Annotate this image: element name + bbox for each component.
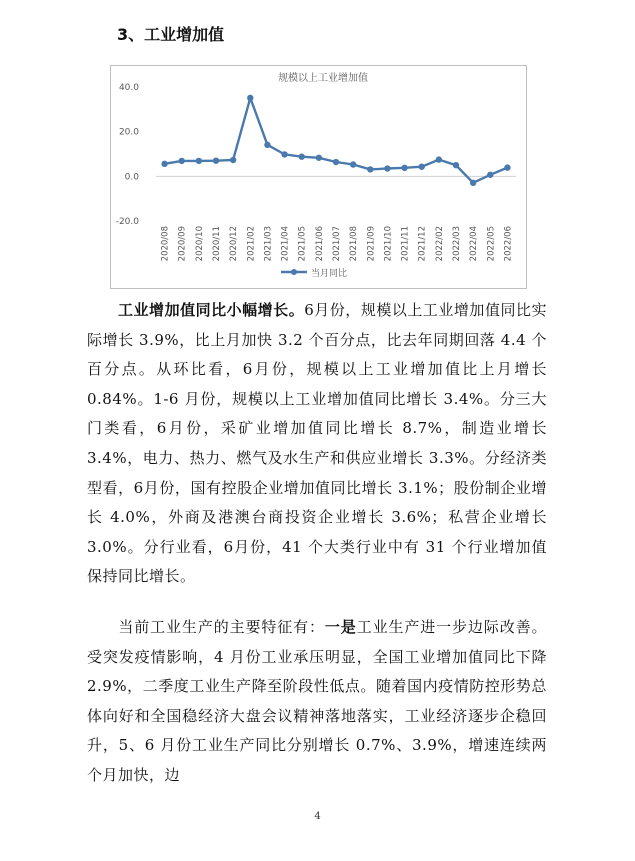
x-tick-label: 2022/06 bbox=[503, 226, 514, 262]
x-tick-label: 2020/09 bbox=[177, 226, 188, 262]
x-tick-label: 2021/04 bbox=[280, 226, 291, 262]
data-point bbox=[161, 161, 167, 167]
x-tick-label: 2021/11 bbox=[400, 226, 411, 262]
x-tick-label: 2020/10 bbox=[194, 226, 205, 262]
paragraph1-lead: 工业增加值同比小幅增长。 bbox=[118, 301, 305, 319]
data-point bbox=[419, 164, 425, 170]
series-line-dangyue-tongbi bbox=[165, 98, 508, 183]
data-point bbox=[384, 165, 390, 171]
paragraph1-body: 6月份，规模以上工业增加值同比实际增长 3.9%，比上月加快 3.2 个百分点，比去年同期回落 4.4 个百分点。从环比看，6月份，规模以上工业增加值比上月增长 0.84%。1-6 月份，规模以上工业增加值同比增长 3.4%。分三大门类看，6月份，采矿业增加值同比增长 8.7%，制造业增长 3.4%，电力、热力、燃气及水生产和供应业增长 3.3%。分经济类型看，6月份，国有控股企业增加值同比增长 3.1%；股份制企业增长 4.0%，外商及港澳台商投资企业增长 3.6%；私营企业增长 3.0%。分行业看，6月份，41 个大类行业中有 31 个行业增加值保持同比增长。 bbox=[87, 301, 547, 586]
data-point bbox=[299, 153, 305, 159]
paragraph2-body: 工业生产进一步边际改善。受突发疫情影响，4 月份工业承压明显，全国工业增加值同比下降 2.9%，二季度工业生产降至阶段性低点。随着国内疫情防控形势总体向好和全国稳经济大盘会议精神落地落实，工业经济逐步企稳回升，5、6 月份工业生产同比分别增长 0.7%、3.9%，增速连续两个月加快，边 bbox=[87, 618, 547, 784]
data-point bbox=[316, 155, 322, 161]
x-tick-label: 2021/03 bbox=[263, 226, 274, 262]
x-tick-label: 2021/09 bbox=[366, 226, 377, 262]
line-chart-svg bbox=[111, 66, 526, 288]
data-point bbox=[179, 158, 185, 164]
chart-title: 规模以上工业增加值 bbox=[278, 73, 368, 84]
data-point bbox=[281, 151, 287, 157]
section-heading: 3、工业增加值 bbox=[117, 25, 225, 44]
paragraph-industrial-growth bbox=[87, 296, 547, 592]
y-tick-label: -20.0 bbox=[115, 217, 139, 227]
legend-label: 当月同比 bbox=[311, 269, 348, 279]
data-point bbox=[247, 95, 253, 101]
data-point bbox=[196, 158, 202, 164]
data-point bbox=[213, 158, 219, 164]
y-tick-label: 20.0 bbox=[118, 127, 139, 138]
data-point bbox=[401, 165, 407, 171]
x-tick-label: 2022/03 bbox=[452, 226, 462, 262]
chart-legend bbox=[281, 267, 347, 279]
x-tick-label: 2021/02 bbox=[246, 226, 257, 262]
data-point bbox=[453, 162, 459, 168]
x-tick-label: 2021/06 bbox=[314, 226, 325, 262]
x-tick-label: 2021/10 bbox=[383, 226, 394, 262]
x-tick-label: 2022/05 bbox=[486, 226, 497, 262]
data-point bbox=[333, 159, 339, 165]
x-tick-label: 2022/02 bbox=[434, 226, 445, 262]
paragraph2-lead: 一是 bbox=[324, 618, 357, 636]
industrial-value-added-chart bbox=[110, 65, 527, 289]
data-point bbox=[350, 161, 356, 167]
x-tick-label: 2021/07 bbox=[332, 226, 342, 262]
y-tick-label: 40.0 bbox=[118, 83, 139, 93]
paragraph2-intro: 当前工业生产的主要特征有： bbox=[118, 618, 325, 636]
data-point bbox=[367, 166, 373, 172]
data-point bbox=[470, 180, 476, 186]
legend-marker bbox=[291, 269, 297, 275]
page-number: 4 bbox=[314, 811, 321, 822]
data-point bbox=[436, 156, 442, 162]
x-tick-label: 2020/11 bbox=[212, 226, 222, 262]
data-point bbox=[230, 157, 236, 163]
x-tick-label: 2021/05 bbox=[297, 226, 308, 262]
x-tick-label: 2021/08 bbox=[349, 226, 360, 262]
x-tick-label: 2022/04 bbox=[469, 226, 480, 262]
data-point bbox=[264, 142, 270, 148]
paragraph-main-features bbox=[87, 613, 547, 791]
x-tick-label: 2021/12 bbox=[417, 226, 428, 262]
data-point bbox=[504, 164, 510, 170]
x-tick-label: 2020/12 bbox=[229, 226, 240, 262]
y-tick-label: 0.0 bbox=[124, 172, 139, 183]
x-tick-label: 2020/08 bbox=[160, 226, 171, 262]
data-point bbox=[487, 172, 493, 178]
